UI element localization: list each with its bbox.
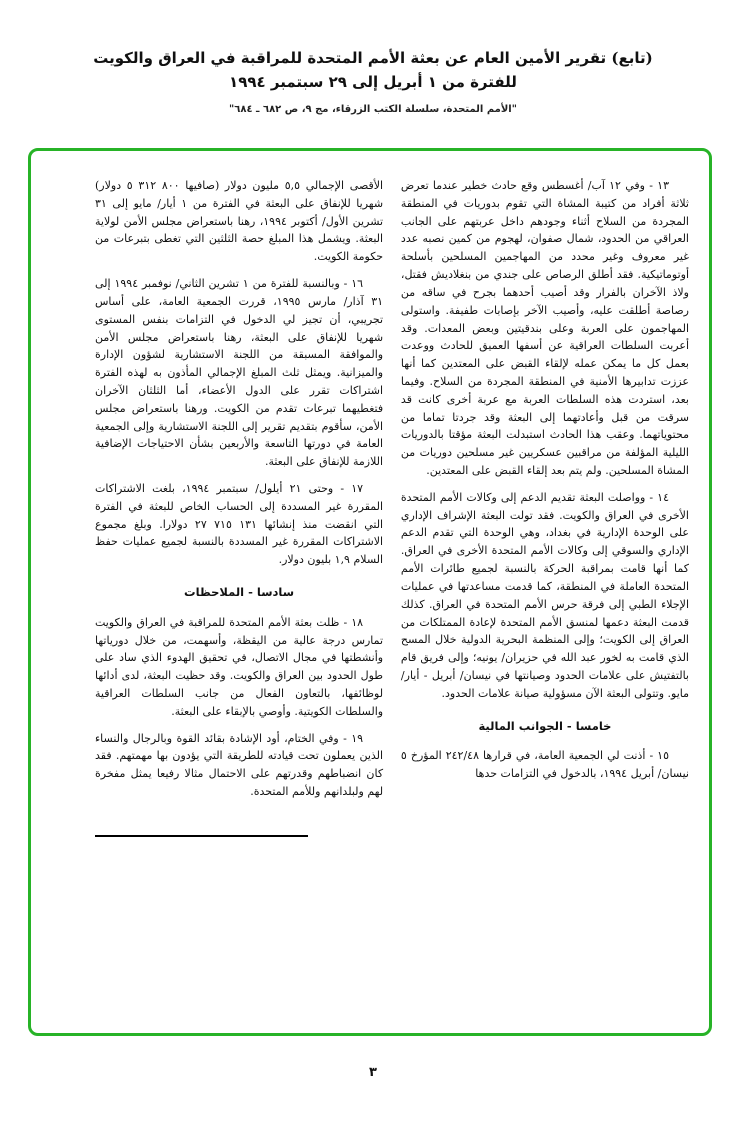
document-source-citation: "الأمم المتحدة، سلسلة الكتب الزرقاء، مج ٩، ص ٦٨٢ ـ ٦٨٤": [229, 104, 517, 115]
document-title-line-1: (تابع) تقرير الأمين العام عن بعثة الأمم المتحدة للمراقبة في العراق والكويت: [93, 49, 653, 67]
paragraph-19: ١٩ - وفي الختام، أود الإشادة بقائد القوة وبالرجال والنساء الذين يعملون تحت قيادته للطريقة التي يؤدون بها مهمتهم. فقد كان انضباطهم وقدرتهم على الاحتمال مثالا رفيعا يمثل مفخرة لهم ولبلدانهم وللأمم المتحدة.: [95, 731, 384, 798]
paragraph-14: ١٤ - وواصلت البعثة تقديم الدعم إلى وكالات الأمم المتحدة الأخرى في العراق والكويت. فقد تولت البعثة الإشراف الإداري على الوحدة الإدارية في بغداد، وهي الوحدة التي تقدم الدعم الإداري والسوقي إلى وكالات الأمم المتحدة الأخرى في العراق. كما أنها قامت بمراقبة الحركة بالنسبة لجميع طائرات الأمم المتحدة العاملة في المنطقة، كما قدمت مساعدتها في عمليات الإجلاء الطبي إلى فرقة حرس الأمم المتحدة في العراق. كذلك قدمت البعثة دعمها لمنسق الأمم المتحدة لإعادة الممتلكات من العراق إلى الكويت؛ وإلى المنظمة البحرية الدولية خلال المسح الذي قامت به لخور عبد الله في حزيران/ يونيه؛ وإلى فريق قام بالتفتيش على علامات الحدود وصيانتها في نيسان/ أبريل - أيار/ مايو. وتتولى البعثة الآن مسؤولية صيانة علامات الحدود.: [400, 490, 689, 700]
section-heading-observations: سادسا - الملاحظات: [184, 585, 295, 600]
paragraph-15-continuation: الأقصى الإجمالي ٥,٥ مليون دولار (صافيها ٨٠٠ ٣١٢ ٥ دولار) شهريا للإنفاق على البعثة في الفترة من ١ أيار/ مايو إلى ٣١ تشرين الأول/ أكتوبر ١٩٩٤، رهنا باستعراض مجلس الأمن لولاية البعثة. ويشمل هذا المبلغ حصة الثلثين التي تغطى بتبرعات من حكومة الكويت.: [95, 179, 384, 264]
paragraph-17: ١٧ - وحتى ٢١ أيلول/ سبتمبر ١٩٩٤، بلغت الاشتراكات المقررة غير المسددة إلى الحساب الخاص للبعثة في الفترة التي انقضت منذ إنشائها ١٣١ ٧١٥ ٢٧ دولارا. وبلغ مجموع الاشتراكات المقررة غير المسددة بالنسبة لجميع عمليات حفظ السلام ١,٩ بليون دولار.: [95, 482, 384, 567]
page-number: ٣: [369, 1065, 377, 1080]
column-left: [95, 177, 383, 1033]
paragraph-16: ١٦ - وبالنسبة للفترة من ١ تشرين الثاني/ نوفمبر ١٩٩٤ إلى ٣١ آذار/ مارس ١٩٩٥، قررت الجمعية العامة، على أساس تجريبي، أن تجيز لي الدخول في التزامات بنفس المستوى شهريا للإنفاق على البعثة، رهنا باستعراض مجلس الأمن والموافقة المسبقة من اللجنة الاستشارية لشؤون الإدارة والميزانية. ويمثل ثلث المبلغ الإجمالي المأذون به لهذه الفترة اشتراكات تقرر على الدول الأعضاء، أما الثلثان الآخران فتغطيهما تبرعات تقدم من الكويت. ورهنا باستعراض مجلس الأمن، سأقوم بتقديم تقرير إلى اللجنة الاستشارية وإلى الجمعية العامة في دورتها التاسعة والأربعين بشأن الاحتياجات الإضافية اللازمة للإنفاق على البعثة.: [95, 277, 384, 469]
column-right: [401, 177, 689, 1033]
paragraph-15: ١٥ - أذنت لي الجمعية العامة، في قرارها ٢٤٢/٤٨ المؤرخ ٥ نيسان/ أبريل ١٩٩٤، بالدخول في التزامات حدها: [400, 749, 689, 780]
document-title-line-2: للفترة من ١ أبريل إلى ٢٩ سبتمبر ١٩٩٤: [229, 73, 517, 91]
two-column-body: [31, 151, 709, 1033]
end-of-text-rule: [95, 835, 308, 837]
document-border: [28, 148, 712, 1036]
paragraph-13: ١٣ - وفي ١٢ آب/ أغسطس وقع حادث خطير عندما تعرض ثلاثة أفراد من كتيبة المشاة التي تقوم بدوريات في المنطقة المجردة من السلاح أثناء وجودهم داخل عربتهم على الجانب العراقي من الحدود، شمال صفوان، لهجوم من كمين نصبه عدد غير معروف وغير محدد من المهاجمين المسلحين بأسلحة أوتوماتيكية. فقد أطلق الرصاص على جندي من بنغلاديش فقتل، ولاذ الآخران بالفرار وقد أصيب أحدهما بجرح في ساقه من رصاصة أطلقت عليه، وأصيب الآخر بإصابات طفيفة. واستولى المهاجمون على العربة وعلى بندقيتين وبعض المعدات. وقد أعربت السلطات العراقية عن أسفها العميق للحادث ووعدت بعمل كل ما يمكن عمله لإلقاء القبض على المعتدين كما أنها عززت تدابيرها الأمنية في المنطقة المجردة من السلاح. وفيما بعد، استردت هذه السلطات العربة مع عربة أخرى كانت قد سرقت من قبل وأعادتهما إلى البعثة وقد جردتا تماما من محتوياتهما. وعقب هذا الحادث استبدلت البعثة مؤقتا بالدوريات الليلية المؤلفة من مراقبين عسكريين غير مسلحين دوريات من المشاة المسلحين. ولم يتم بعد إلقاء القبض على المعتدين.: [400, 179, 689, 477]
paragraph-18: ١٨ - ظلت بعثة الأمم المتحدة للمراقبة في العراق والكويت تمارس درجة عالية من اليقظة، وأسهمت، من خلال دورياتها وأنشطتها في مجال الاتصال، في تحقيق الهدوء الذي ساد على طول الحدود بين العراق والكويت. وقد حظيت البعثة، لدى أدائها لوظائفها، بالتعاون الفعال من جانب السلطات العراقية والسلطات الكويتية. وأوصي بالإبقاء على البعثة.: [95, 615, 384, 718]
document-header: [0, 0, 746, 115]
section-heading-financial-aspects: خامسا - الجوانب المالية: [478, 718, 612, 733]
